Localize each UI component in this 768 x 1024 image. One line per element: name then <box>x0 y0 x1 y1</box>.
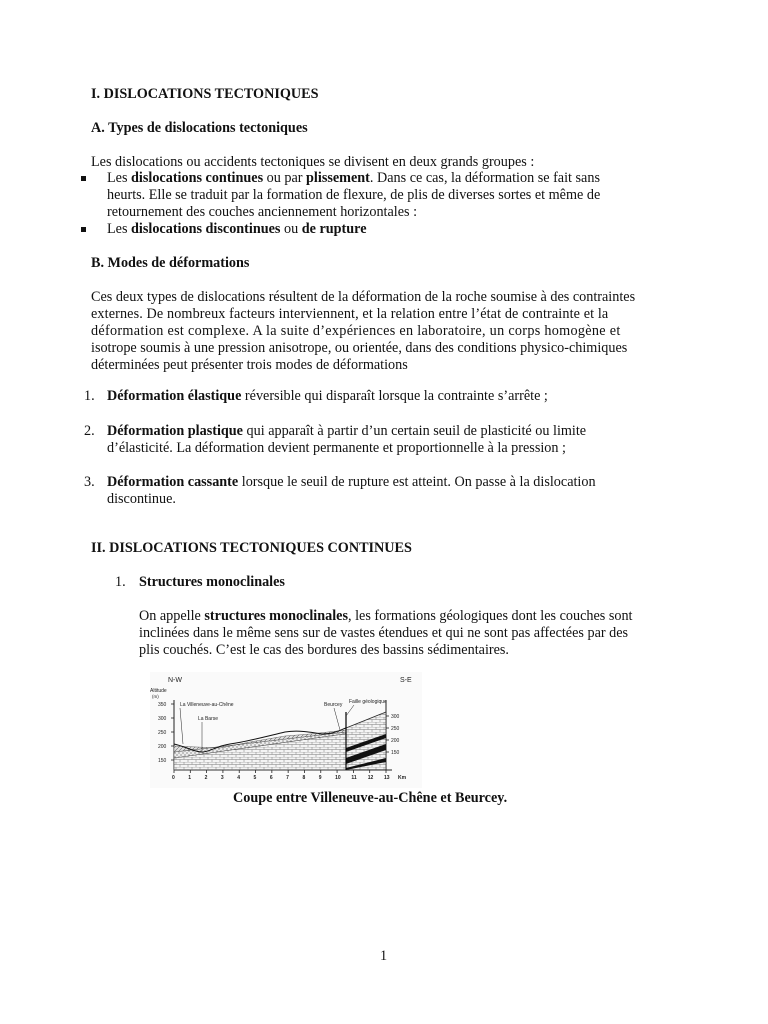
text-run: . Dans ce cas, la déformation se fait sans <box>369 170 600 186</box>
bold-term: de rupture <box>301 221 367 237</box>
bold-term: Déformation plastique <box>107 423 243 439</box>
bullet-item-continues <box>107 170 600 187</box>
paragraph-line: Ces deux types de dislocations résultent de la déformation de la roche soumise à des contraintes <box>91 289 636 305</box>
x-unit-label: Km <box>398 775 407 781</box>
right-tick-label: 200 <box>391 738 400 744</box>
list-item-line: discontinue. <box>107 491 176 507</box>
text-run: Les <box>107 170 132 186</box>
x-tick-label: 12 <box>367 775 374 781</box>
page-number: 1 <box>380 948 388 964</box>
x-tick-label: 9 <box>318 775 322 781</box>
geological-cross-section-figure <box>150 672 422 788</box>
paragraph-intro: Les dislocations ou accidents tectoniques se divisent en deux grands groupes : <box>91 154 535 170</box>
section-title-1: I. DISLOCATIONS TECTONIQUES <box>91 86 319 102</box>
bold-term: Déformation élastique <box>107 388 242 404</box>
bold-term: dislocations continues <box>131 170 264 186</box>
axis-unit: (m) <box>152 694 159 699</box>
figure-caption: Coupe entre Villeneuve-au-Chêne et Beurcey. <box>233 790 508 806</box>
label-barse: La Barse <box>198 716 219 722</box>
bullet-item-line: retournement des couches anciennement horizontales : <box>107 204 418 220</box>
paragraph-line: externes. De nombreux facteurs interviennent, et la relation entre l’état de contrainte et la <box>91 306 609 322</box>
text-run: ou par <box>263 170 307 186</box>
x-tick-label: 13 <box>384 775 390 781</box>
bullet-item-discontinues <box>107 221 367 238</box>
paragraph-line: déterminées peut présenter trois modes de déformations <box>91 357 408 373</box>
list-item <box>107 388 548 405</box>
x-tick-label: 2 <box>204 775 208 781</box>
paragraph-line: déformation est complexe. A la suite d’expériences en laboratoire, un corps homogène et <box>91 323 621 339</box>
section-title-2: II. DISLOCATIONS TECTONIQUES CONTINUES <box>91 540 412 556</box>
label-faille: Faille géologique <box>349 699 387 705</box>
x-tick-label: 4 <box>237 775 241 781</box>
list-number: 2. <box>84 423 95 439</box>
text-run: , les formations géologiques dont les couches sont <box>347 608 633 624</box>
text-run: lorsque le seuil de rupture est atteint. On passe à la dislocation <box>238 474 596 490</box>
label-villeneuve: La Villeneuve-au-Chêne <box>180 702 234 708</box>
x-tick-label: 10 <box>335 775 341 781</box>
left-tick-label: 200 <box>158 744 167 750</box>
text-run: On appelle <box>139 608 205 624</box>
paragraph-line: plis couchés. C’est le cas des bordures des bassins sédimentaires. <box>139 642 509 658</box>
text-run: qui apparaît à partir d’un certain seuil de plasticité ou limite <box>242 423 587 439</box>
paragraph-monoclinal <box>139 608 632 625</box>
x-tick-label: 1 <box>188 775 192 781</box>
right-tick-label: 150 <box>391 750 400 756</box>
x-tick-label: 8 <box>302 775 306 781</box>
bold-term: plissement <box>306 170 370 186</box>
x-tick-label: 5 <box>253 775 257 781</box>
bullet-marker <box>81 176 86 181</box>
list-number: 1. <box>84 388 95 404</box>
label-beurcey: Beurcey <box>324 702 343 708</box>
subsection-title-b: B. Modes de déformations <box>91 255 250 271</box>
text-run: ou <box>280 221 302 237</box>
direction-right-label: S-E <box>400 677 412 684</box>
left-tick-label: 150 <box>158 758 167 764</box>
cross-section-svg <box>150 672 422 788</box>
x-tick-label: 6 <box>269 775 273 781</box>
list-item <box>107 474 596 491</box>
x-tick-label: 7 <box>286 775 289 781</box>
subsection-title-monoclinal: Structures monoclinales <box>139 574 285 590</box>
left-tick-label: 300 <box>158 716 167 722</box>
paragraph-line: inclinées dans le même sens sur de vastes étendues et qui ne sont pas affectées par des <box>139 625 629 641</box>
bold-term: Déformation cassante <box>107 474 239 490</box>
text-run: Les <box>107 221 132 237</box>
bullet-marker <box>81 227 86 232</box>
bold-term: structures monoclinales <box>204 608 348 624</box>
subsection-title-a: A. Types de dislocations tectoniques <box>91 120 308 136</box>
x-tick-label: 11 <box>351 775 357 781</box>
text-run: réversible qui disparaît lorsque la contrainte s’arrête ; <box>241 388 548 404</box>
list-number: 1. <box>115 574 126 590</box>
list-item <box>107 423 586 440</box>
bullet-item-line: heurts. Elle se traduit par la formation de flexure, de plis de diverses sortes et même de <box>107 187 601 203</box>
paragraph-line: isotrope soumis à une pression anisotrope, ou orientée, dans des conditions physico-chimiques <box>91 340 628 356</box>
left-tick-label: 350 <box>158 702 167 708</box>
right-tick-label: 300 <box>391 714 400 720</box>
bold-term: dislocations discontinues <box>131 221 281 237</box>
list-item-line: d’élasticité. La déformation devient permanente et proportionnelle à la pression ; <box>107 440 566 456</box>
list-number: 3. <box>84 474 95 490</box>
axis-title: Altitude <box>150 688 167 694</box>
right-tick-label: 250 <box>391 726 400 732</box>
x-tick-label: 3 <box>220 775 224 781</box>
x-tick-label: 0 <box>172 775 175 781</box>
direction-left-label: N-W <box>168 677 182 684</box>
left-tick-label: 250 <box>158 730 167 736</box>
